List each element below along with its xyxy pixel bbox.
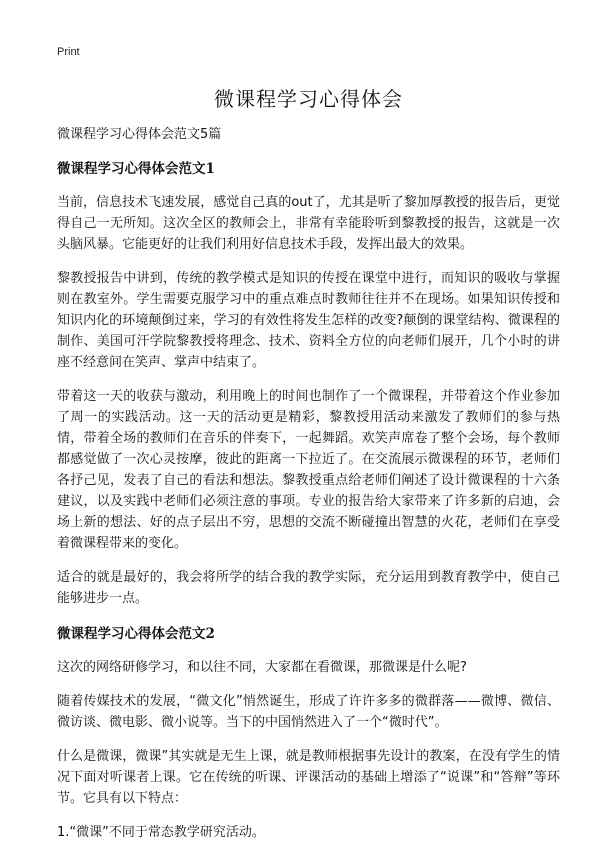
section-heading: 微课程学习心得体会范文1 xyxy=(57,161,215,177)
section-1 xyxy=(57,160,560,609)
paragraph: 当前，信息技术飞速发展，感觉自己真的out了，尤其是听了黎加厚教授的报告后，更觉得自己一无所知。这次全区的教师会上，非常有幸能聆听到黎教授的报告，这就是一次头脑风暴。它能更好的让我们利用好信息技术手段，发挥出最大的效果。 xyxy=(57,195,560,252)
section-2 xyxy=(57,625,560,843)
paragraph: 什么是微课，微课”其实就是无生上课，就是教师根据事先设计的教案，在没有学生的情况下面对听课者上课。它在传统的听课、评课活动的基础上增添了“说课”和“答辩”等环节。它具有以下特点： xyxy=(57,749,560,806)
paragraph: 1.“微课”不同于常态教学研究活动。 xyxy=(57,825,265,840)
page-title: 微课程学习心得体会 xyxy=(214,87,403,111)
print-link[interactable]: Print xyxy=(57,46,80,58)
paragraph: 这次的网络研修学习，和以往不同，大家都在看微课，那微课是什么呢? xyxy=(57,660,467,675)
paragraph: 黎教授报告中讲到，传统的教学模式是知识的传授在课堂中进行，而知识的吸收与掌握则在教室外。学生需要克服学习中的重点难点时教师往往并不在现场。如果知识传授和知识内化的环境颠倒过来，学习的有效性将发生怎样的改变?颠倒的课堂结构、微课程的制作、美国可汗学院黎教授将理念、技术、资料全方位的向老师们展开，几个小时的讲座不经意间在笑声、掌声中结束了。 xyxy=(57,271,560,370)
paragraph: 适合的就是最好的，我会将所学的结合我的教学实际，充分运用到教育教学中，使自己能够进步一点。 xyxy=(57,570,560,606)
paragraph: 随着传媒技术的发展，“微文化”悄然诞生，形成了许许多多的微群落——微博、微信、微访谈、微电影、微小说等。当下的中国悄然进入了一个“微时代”。 xyxy=(57,694,560,730)
paragraph: 带着这一天的收获与激动，利用晚上的时间也制作了一个微课程，并带着这个作业参加了周一的实践活动。这一天的活动更是精彩，黎教授用活动来激发了教师们的参与热情，带着全场的教师们在音乐的伴奏下，一起舞蹈。欢笑声席卷了整个会场，每个教师都感觉做了一次心灵按摩，彼此的距离一下拉近了。在交流展示微课程的环节，老师们各抒己见，发表了自己的看法和想法。黎教授重点给老师们阐述了设计微课程的十六条建议，以及实践中老师们必须注意的事项。专业的报告给大家带来了许多新的启迪，会场上新的想法、好的点子层出不穷，思想的交流不断碰撞出智慧的火花，老师们在享受着微课程带来的变化。 xyxy=(57,389,560,551)
section-heading: 微课程学习心得体会范文2 xyxy=(57,626,215,642)
document-subtitle: 微课程学习心得体会范文5篇 xyxy=(57,127,222,142)
